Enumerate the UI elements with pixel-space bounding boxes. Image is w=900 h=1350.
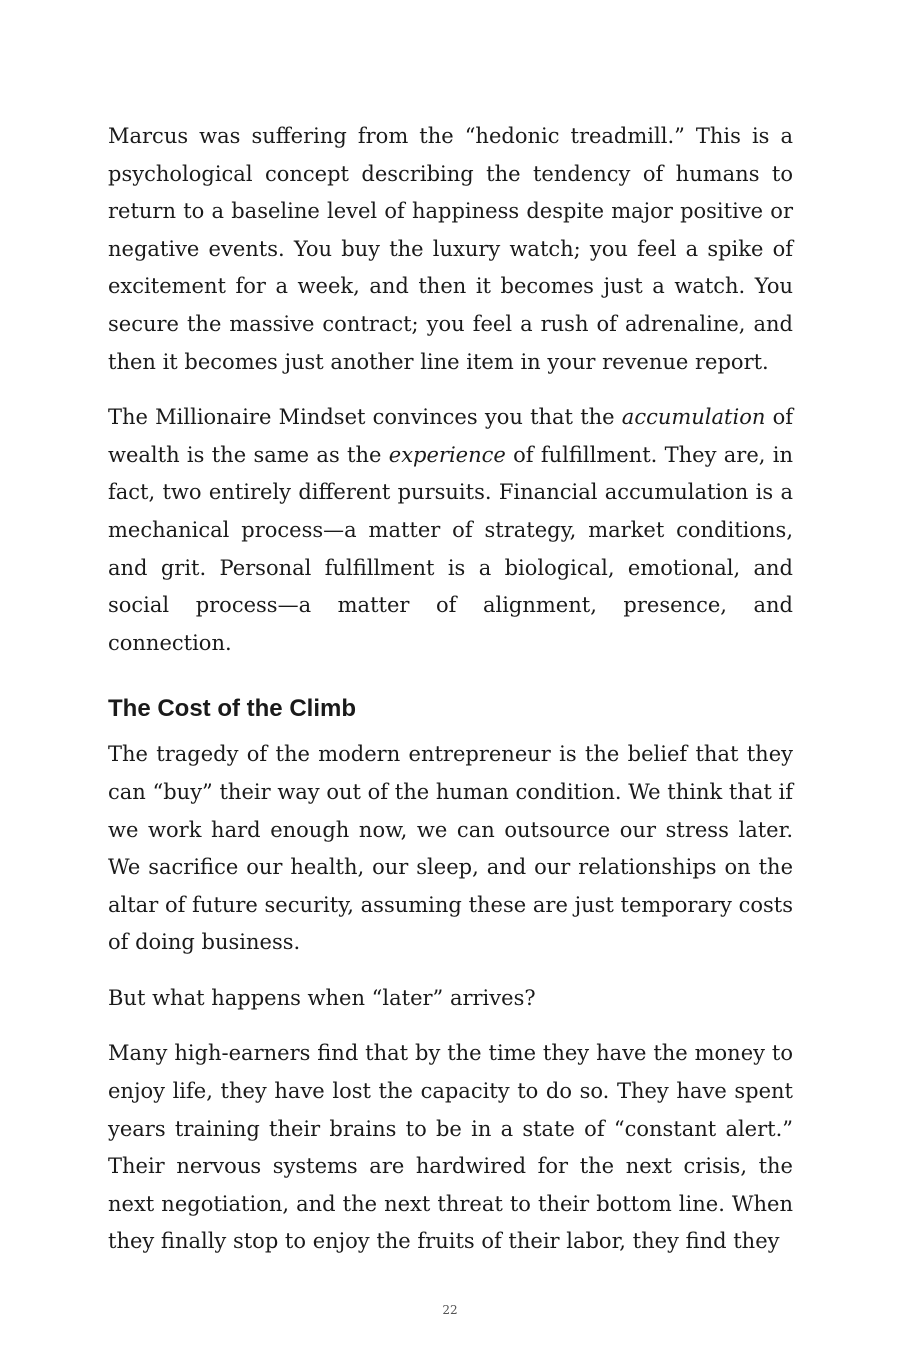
emphasized-text: experience bbox=[388, 442, 506, 467]
body-paragraph: The tragedy of the modern entrepreneur is the belief that they can “buy” their way out of the human condition. We think that if we work hard enough now, we can outsource our stress later. We sacrifice our health, our sleep, and our relationships on the altar of future security, assuming these are just temporary costs of doing business. bbox=[108, 742, 793, 955]
body-paragraph: Many high-earners find that by the time they have the money to enjoy life, they have lost the capacity to do so. They have spent years training their brains to be in a state of “constant alert.” Their nervous systems are hardwired for the next crisis, the next negotiation, and the next threat to their bottom line. When they finally stop to enjoy the fruits of their labor, they find they bbox=[108, 1041, 793, 1254]
body-paragraph: But what happens when “later” arrives? bbox=[108, 985, 536, 1010]
paragraph-text: The Millionaire Mindset convinces you that the bbox=[108, 405, 622, 430]
paragraph-text: of wealth is the same as the bbox=[108, 405, 793, 467]
document-page bbox=[108, 118, 793, 1279]
body-paragraph: Marcus was suffering from the “hedonic treadmill.” This is a psychological concept describing the tendency of humans to return to a baseline level of happiness despite major positive or negative events. You buy the luxury watch; you feel a spike of excitement for a week, and then it becomes just a watch. You secure the massive contract; you feel a rush of adrenaline, and then it becomes just another line item in your revenue report. bbox=[108, 124, 793, 374]
body-paragraph bbox=[108, 399, 793, 662]
section-heading: The Cost of the Climb bbox=[108, 695, 356, 723]
page-number: 22 bbox=[442, 1303, 458, 1317]
paragraph-text: of fulfillment. They are, in fact, two entirely different pursuits. Financial accumulation is a mechanical process—a matter of strategy, market conditions, and grit. Personal fulfillment is a biological, emotional, and social process—a matter of alignment, presence, and connection. bbox=[108, 442, 794, 655]
emphasized-text: accumulation bbox=[621, 405, 766, 430]
